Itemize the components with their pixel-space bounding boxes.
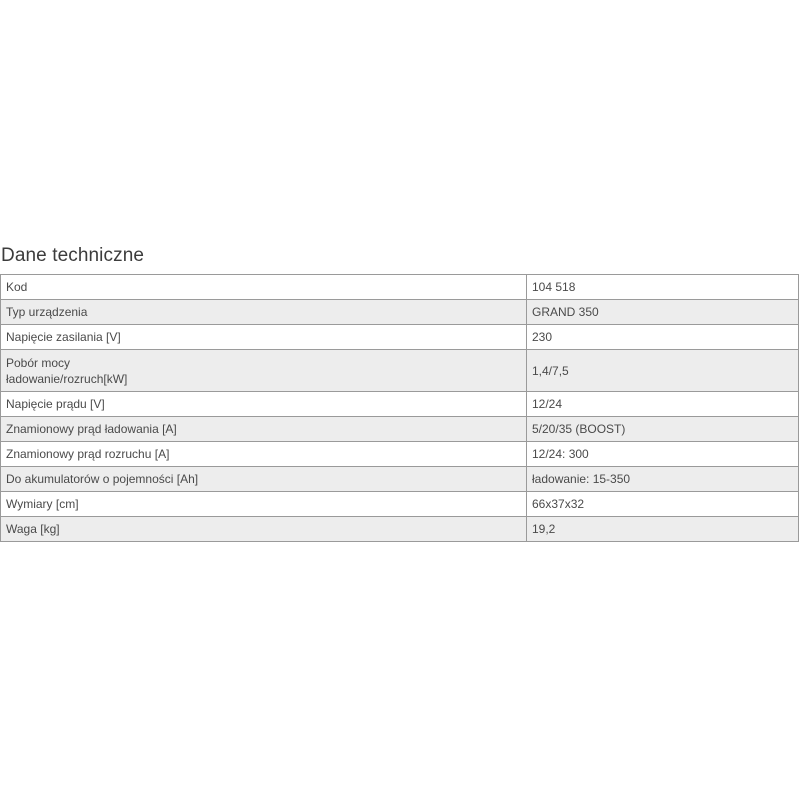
spec-value: 12/24 (527, 392, 799, 417)
spec-label: Napięcie prądu [V] (1, 392, 527, 417)
spec-value: 5/20/35 (BOOST) (527, 417, 799, 442)
spec-label: Do akumulatorów o pojemności [Ah] (1, 467, 527, 492)
specs-table (0, 274, 799, 542)
table-row (1, 325, 799, 350)
table-row (1, 492, 799, 517)
spec-label-line: Pobór mocy (6, 355, 71, 370)
table-row (1, 417, 799, 442)
spec-label: Znamionowy prąd ładowania [A] (1, 417, 527, 442)
table-row (1, 467, 799, 492)
spec-label-line: ładowanie/rozruch[kW] (6, 371, 128, 386)
table-row (1, 442, 799, 467)
spec-label: Waga [kg] (1, 517, 527, 542)
spec-value: 19,2 (527, 517, 799, 542)
spec-value: ładowanie: 15-350 (527, 467, 799, 492)
spec-label (1, 350, 527, 392)
spec-label: Kod (1, 275, 527, 300)
technical-data-section (0, 244, 800, 542)
table-row (1, 392, 799, 417)
section-title: Dane techniczne (1, 245, 145, 266)
spec-value: 12/24: 300 (527, 442, 799, 467)
table-row (1, 300, 799, 325)
table-row (1, 517, 799, 542)
spec-value: 66x37x32 (527, 492, 799, 517)
table-row (1, 350, 799, 392)
spec-label: Napięcie zasilania [V] (1, 325, 527, 350)
spec-value: GRAND 350 (527, 300, 799, 325)
spec-label: Wymiary [cm] (1, 492, 527, 517)
spec-value: 1,4/7,5 (527, 350, 799, 392)
spec-value: 104 518 (527, 275, 799, 300)
spec-label: Znamionowy prąd rozruchu [A] (1, 442, 527, 467)
table-row (1, 275, 799, 300)
spec-value: 230 (527, 325, 799, 350)
spec-label: Typ urządzenia (1, 300, 527, 325)
